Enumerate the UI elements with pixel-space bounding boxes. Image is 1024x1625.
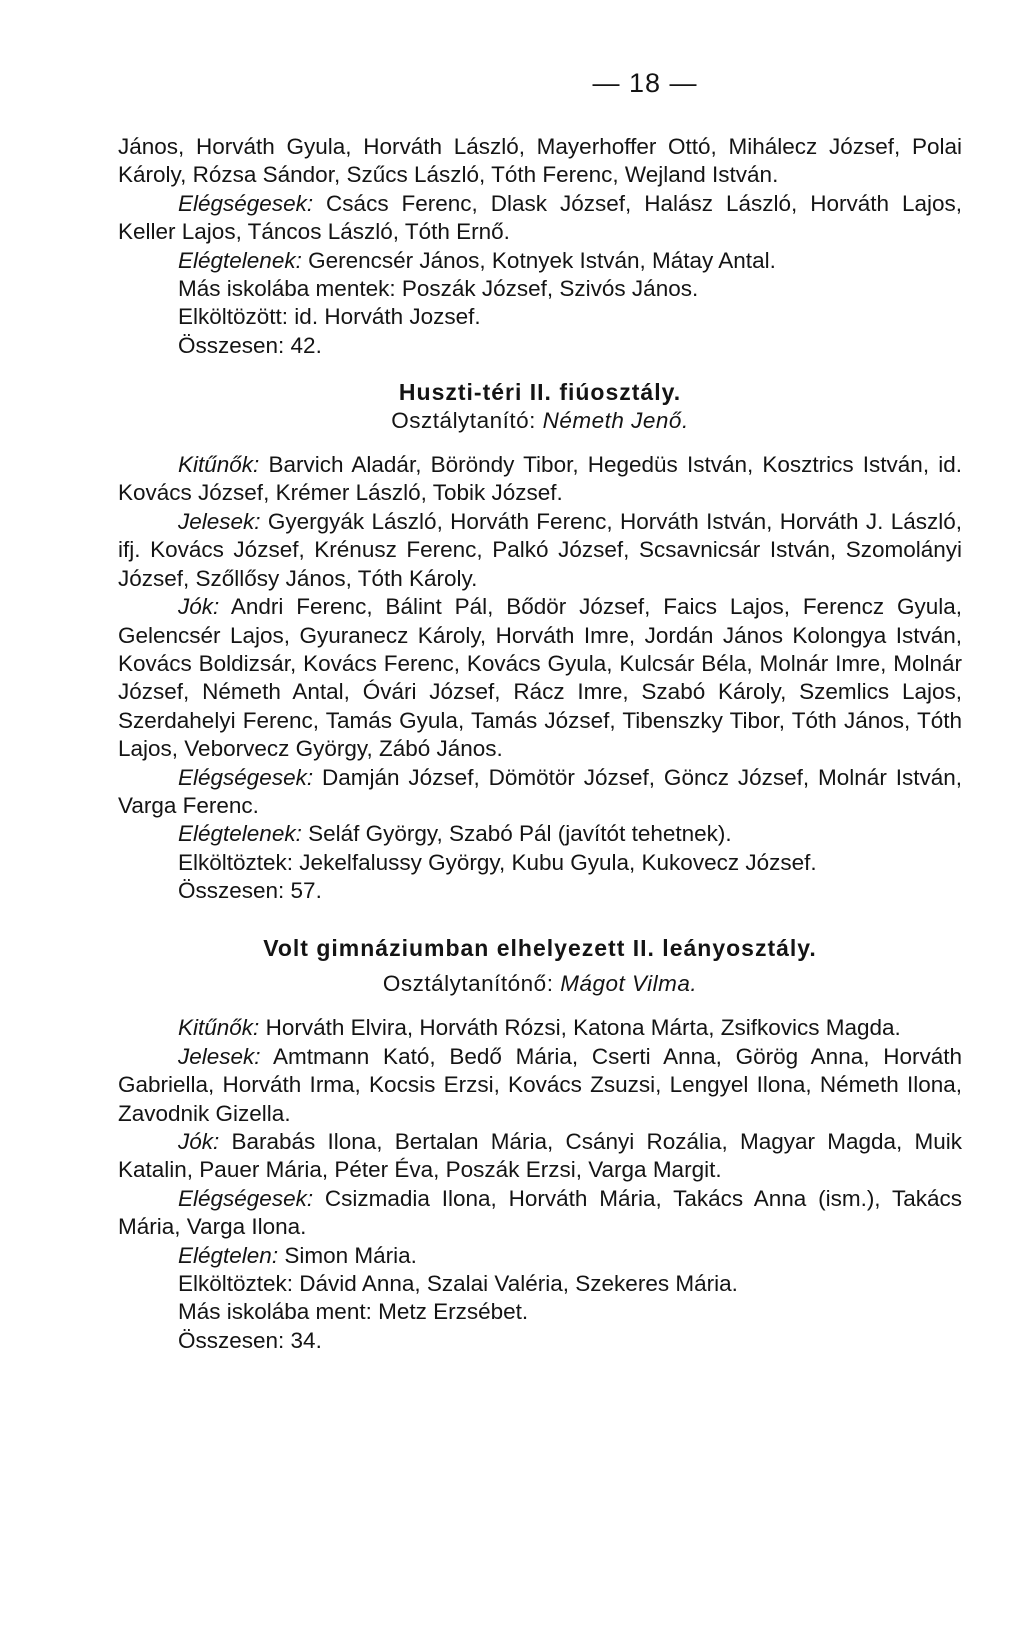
category-names: Csizmadia Ilona, Horváth Mária, Takács Anna (ism.), Takács Mária, Varga Ilona. (118, 1185, 962, 1240)
paragraph-elegtelen-3 (118, 1242, 962, 1270)
paragraph-osszesen-2: Összesen: 57. (178, 878, 322, 904)
category-names: Damján József, Dömötör József, Göncz József, Molnár István, Varga Ferenc. (118, 764, 962, 818)
paragraph-osszesen-1: Összesen: 42. (178, 332, 322, 358)
teacher-name: Németh Jenő. (542, 407, 689, 433)
section-heading: Volt gimnáziumban elhelyezett II. leányosztály. (263, 934, 817, 961)
paragraph-jok-2 (118, 593, 962, 763)
category-names: Gerencsér János, Kotnyek István, Mátay Antal. (301, 247, 776, 273)
paragraph-continuation: János, Horváth Gyula, Horváth László, Mayerhoffer Ottó, Mihálecz József, Polai Károly, Rózsa Sándor, Szűcs László, Tóth Ferenc, Wejland István. (118, 134, 962, 188)
paragraph-kitunok-2 (118, 451, 962, 508)
teacher-label: Osztálytanító: (391, 407, 536, 433)
teacher-line (118, 407, 962, 435)
page-number: — 18 — (592, 68, 698, 98)
paragraph-elegsegesek-3 (118, 1185, 962, 1242)
category-label: Elégtelenek: (178, 821, 302, 847)
category-label: Jelesek: (178, 508, 261, 534)
category-label: Kitűnők: (178, 452, 260, 478)
teacher-name: Mágot Vilma. (560, 970, 698, 996)
paragraph-elkoltoztek-2: Elköltöztek: Jekelfalussy György, Kubu Gyula, Kukovecz József. (178, 849, 817, 875)
paragraph-mas-iskola-1: Más iskolába mentek: Poszák József, Szivós János. (178, 276, 699, 302)
category-names: Barvich Aladár, Böröndy Tibor, Hegedüs István, Kosztrics István, id. Kovács József, Krémer László, Tobik József. (118, 452, 962, 506)
category-label: Elégségesek: (178, 1185, 314, 1211)
category-label: Jelesek: (178, 1043, 261, 1069)
paragraph-jok-3 (118, 1128, 962, 1185)
category-label: Kitűnők: (178, 1015, 260, 1041)
paragraph-osszesen-3: Összesen: 34. (178, 1327, 322, 1353)
paragraph-elegtelenek-1 (118, 247, 962, 275)
category-label: Elégségesek: (178, 764, 314, 790)
paragraph-elegsegesek-2 (118, 764, 962, 821)
category-names: Barabás Ilona, Bertalan Mária, Csányi Rozália, Magyar Magda, Muik Katalin, Pauer Mária, Péter Éva, Poszák Erzsi, Varga Margit. (118, 1129, 962, 1183)
teacher-label: Osztálytanítónő: (382, 970, 554, 996)
category-names: Amtmann Kató, Bedő Mária, Cserti Anna, Görög Anna, Horváth Gabriella, Horváth Irma, Kocsis Erzsi, Kovács Zsuzsi, Lengyel Ilona, Németh Ilona, Zavodnik Gizella. (118, 1043, 962, 1126)
paragraph-elkoltozott-1: Elköltözött: id. Horváth Jozsef. (178, 304, 481, 330)
category-names: Simon Mária. (278, 1242, 417, 1268)
category-names: Gyergyák László, Horváth Ferenc, Horváth István, Horváth J. László, ifj. Kovács József, Krénusz Ferenc, Palkó József, Scsavnicsár István, Szomolányi József, Szőllősy János, Tóth Károly. (118, 508, 962, 591)
category-names: Andri Ferenc, Bálint Pál, Bődör József, Faics Lajos, Ferencz Gyula, Gelencsér Lajos, Gyuranecz Károly, Horváth Imre, Jordán János Kolongya István, Kovács Boldizsár, Kovács Ferenc, Kovács Gyula, Kulcsár Béla, Molnár Imre, Molnár József, Németh Antal, Óvári József, Rácz Imre, Szabó Károly, Szemlics Lajos, Szerdahelyi Ferenc, Tamás Gyula, Tamás József, Tibenszky Tibor, Tóth János, Tóth Lajos, Veborvecz György, Zábó János. (118, 594, 962, 762)
category-names: Horváth Elvira, Horváth Rózsi, Katona Márta, Zsifkovics Magda. (259, 1015, 901, 1041)
category-names: Seláf György, Szabó Pál (javítót tehetnek). (301, 821, 732, 847)
paragraph-kitunok-3 (118, 1014, 962, 1042)
paragraph-elkoltoztek-3: Elköltöztek: Dávid Anna, Szalai Valéria, Szekeres Mária. (178, 1271, 738, 1297)
category-label: Elégségesek: (178, 190, 314, 216)
paragraph-jelesek-3 (118, 1043, 962, 1128)
category-label: Jók: (178, 1129, 220, 1154)
section-heading: Huszti-téri II. fiúosztály. (398, 379, 682, 406)
paragraph-jelesek-2 (118, 508, 962, 593)
document-body (118, 133, 962, 1355)
paragraph-mas-iskola-3: Más iskolába ment: Metz Erzsébet. (178, 1299, 529, 1325)
teacher-line (118, 970, 962, 998)
paragraph-elegtelenek-2 (118, 820, 962, 848)
category-label: Elégtelen: (178, 1242, 279, 1268)
category-label: Jók: (178, 594, 220, 620)
paragraph-elegsegesek-1 (118, 190, 962, 247)
category-label: Elégtelenek: (178, 247, 302, 273)
category-names: Csács Ferenc, Dlask József, Halász László, Horváth Lajos, Keller Lajos, Táncos László, Tóth Ernő. (118, 190, 962, 245)
